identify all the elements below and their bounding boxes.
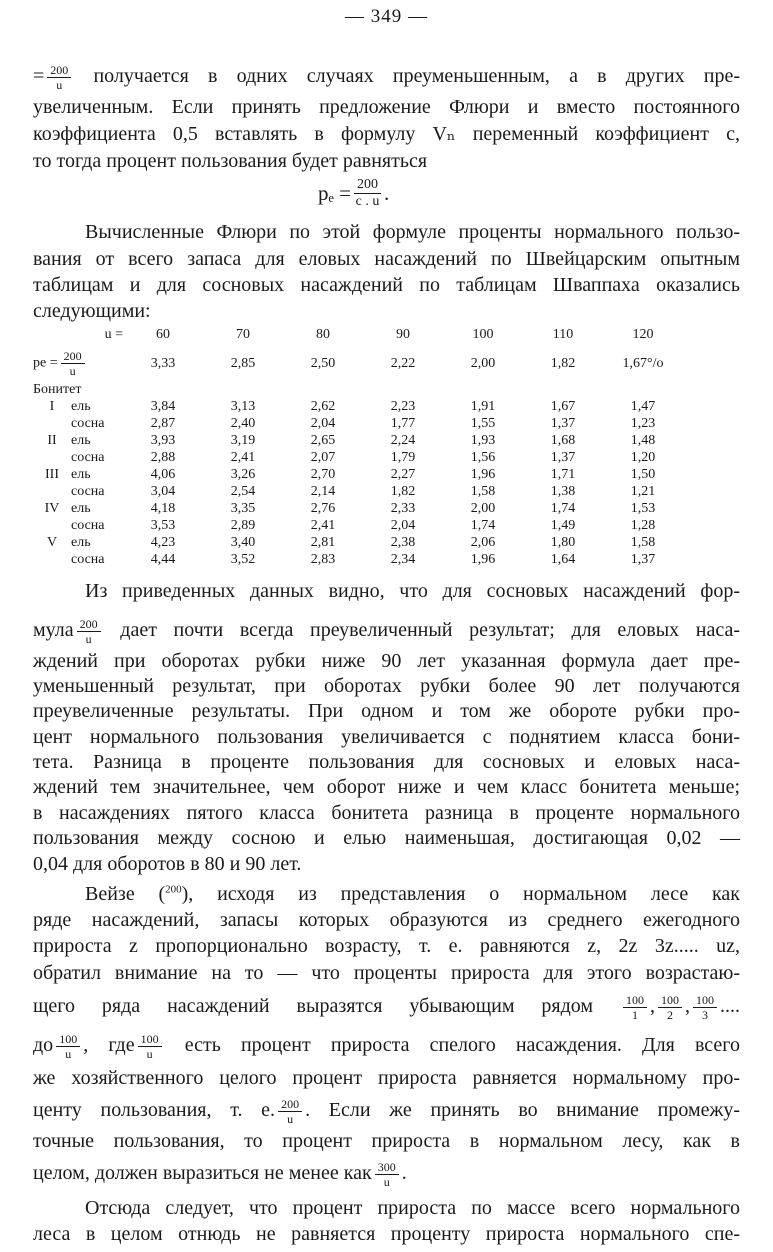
table-body bbox=[33, 398, 683, 568]
para4-line8-start: центу пользования, т. е. bbox=[33, 1099, 276, 1121]
bonitet-class bbox=[33, 551, 71, 568]
table-cell: 2,14 bbox=[310, 484, 336, 499]
separator: , bbox=[685, 995, 690, 1017]
fraction-numerator: 100 bbox=[693, 994, 717, 1008]
table-cell: 2,24 bbox=[390, 433, 416, 448]
para1-line3: коэффициента 0,5 вставлять в формулу Vₙ переменный коэффициент с, bbox=[33, 123, 740, 145]
fraction-denominator: u bbox=[56, 77, 63, 92]
table-cell: 2,27 bbox=[390, 467, 416, 482]
fraction-numerator: 200 bbox=[354, 178, 381, 194]
footnote-ref: 200 bbox=[165, 883, 182, 896]
table-cell: 1,37 bbox=[550, 450, 576, 465]
para4-line9: точные пользования, то процент прироста в нормальном лесу, как в bbox=[33, 1130, 740, 1152]
para3-line11: 0,04 для оборотов в 80 и 90 лет. bbox=[33, 853, 302, 875]
species-label: ель bbox=[71, 399, 91, 414]
fraction-300-u bbox=[375, 1161, 399, 1188]
fraction-numerator: 300 bbox=[375, 1161, 399, 1175]
table-cell: 1,79 bbox=[390, 450, 416, 465]
para1-line1 bbox=[33, 62, 740, 92]
table-cell: 3,26 bbox=[230, 467, 256, 482]
table-cell: 1,80 bbox=[550, 535, 576, 550]
table-row bbox=[33, 415, 683, 432]
column-header: 110 bbox=[552, 326, 574, 342]
table-cell: 1,37 bbox=[630, 552, 656, 567]
table-cell: 1,58 bbox=[470, 484, 496, 499]
para3-line10: пользования между сосною и елью наименьшая, достигающая 0,02 — bbox=[33, 827, 740, 849]
column-header: 80 bbox=[316, 326, 330, 342]
table-cell: 1,82 bbox=[550, 355, 576, 371]
species-label: ель bbox=[71, 433, 91, 448]
table-cell: 2,83 bbox=[310, 552, 336, 567]
para1-line4: то тогда процент пользования будет равняться bbox=[33, 150, 428, 172]
fraction-numerator: 200 bbox=[77, 618, 101, 632]
table-row bbox=[33, 466, 683, 483]
table-cell: 3,93 bbox=[150, 433, 176, 448]
species-label: ель bbox=[71, 535, 91, 550]
para3-line3: ждений при оборотах рубки ниже 90 лет указанная формула дает пре- bbox=[33, 650, 740, 672]
table-cell: 2,50 bbox=[310, 355, 336, 371]
para4-line1-start: Вейзе ( bbox=[85, 883, 166, 905]
fraction-denominator: u bbox=[69, 363, 76, 378]
table-cell: 1,96 bbox=[470, 552, 496, 567]
fraction-denominator: u bbox=[65, 1046, 72, 1061]
table-cell: 1,67 bbox=[550, 399, 576, 414]
para4-line5 bbox=[33, 992, 740, 1022]
bonitet-label-row bbox=[33, 381, 683, 398]
bonitet-class: I bbox=[49, 399, 55, 414]
formula-lhs: pₑ = bbox=[318, 181, 351, 205]
para4-line5-text: щего ряда насаждений выразятся убывающим рядом bbox=[33, 995, 594, 1017]
bonitet-class: IV bbox=[44, 501, 60, 516]
fraction-numerator: 200 bbox=[47, 64, 71, 78]
bonitet-class: II bbox=[47, 433, 57, 448]
table-cell: 4,44 bbox=[150, 552, 176, 567]
table-row bbox=[33, 534, 683, 551]
table-cell: 2,70 bbox=[310, 467, 336, 482]
table-cell: 2,34 bbox=[390, 552, 416, 567]
table-cell: 2,87 bbox=[150, 416, 176, 431]
para3-line8: ждений тем значительнее, чем оборот ниже и чем класс бонитета меньше; bbox=[33, 776, 740, 798]
para3-line2 bbox=[33, 616, 740, 646]
table-row bbox=[33, 551, 683, 568]
species-label: сосна bbox=[71, 416, 105, 431]
table-cell: 2,04 bbox=[310, 416, 336, 431]
para4-line8-end: . Если же принять во внимание промежу- bbox=[305, 1099, 740, 1121]
para4-line6-start: до bbox=[33, 1034, 54, 1056]
pe-label-cell bbox=[33, 345, 123, 381]
para4-line4: обратил внимание на то — что проценты прироста для этого возрастаю- bbox=[33, 962, 740, 984]
table-cell: 2,62 bbox=[310, 399, 336, 414]
table-cell: 1,74 bbox=[470, 518, 496, 533]
para3-line1: Из приведенных данных видно, что для сосновых насаждений фор- bbox=[85, 580, 740, 602]
para4-line8 bbox=[33, 1096, 740, 1126]
table-row bbox=[33, 483, 683, 500]
table-cell: 2,38 bbox=[390, 535, 416, 550]
para3-line2-start: мула bbox=[33, 619, 74, 641]
para3-line7: тета. Разница в проценте пользования для сосновых и еловых наса- bbox=[33, 751, 740, 773]
fraction-numerator: 200 bbox=[278, 1098, 302, 1112]
table-cell: 3,04 bbox=[150, 484, 176, 499]
table-cell: 1,20 bbox=[630, 450, 656, 465]
table-cell: 3,53 bbox=[150, 518, 176, 533]
table-cell: 3,35 bbox=[230, 501, 256, 516]
table-cell: 3,33 bbox=[150, 355, 176, 371]
column-header: 100 bbox=[472, 326, 494, 342]
table-cell: 2,76 bbox=[310, 501, 336, 516]
table-cell: 1,53 bbox=[630, 501, 656, 516]
species-label: сосна bbox=[71, 450, 105, 465]
table-cell: 1,37 bbox=[550, 416, 576, 431]
table-cell: 1,91 bbox=[470, 399, 496, 414]
fraction-denominator: 2 bbox=[667, 1007, 673, 1022]
para2-line3: таблицам и для сосновых насаждений по таблицам Шваппаха оказались bbox=[33, 274, 740, 296]
separator: , bbox=[650, 995, 655, 1017]
table-cell: 3,13 bbox=[230, 399, 256, 414]
table-cell: 2,41 bbox=[230, 450, 256, 465]
column-header: 70 bbox=[236, 326, 250, 342]
table-cell: 1,55 bbox=[470, 416, 496, 431]
separator: .... bbox=[720, 995, 740, 1017]
para1-line1-text: получается в одних случаях преуменьшенным, а в других пре- bbox=[93, 65, 740, 87]
table-cell: 1,82 bbox=[390, 484, 416, 499]
table-cell: 2,06 bbox=[470, 535, 496, 550]
table-row bbox=[33, 398, 683, 415]
table-cell: 3,19 bbox=[230, 433, 256, 448]
table-cell: 2,23 bbox=[390, 399, 416, 414]
table-cell: 1,48 bbox=[630, 433, 656, 448]
para4-line10 bbox=[33, 1159, 740, 1189]
fraction-numerator: 100 bbox=[56, 1033, 80, 1047]
percent-table bbox=[33, 323, 683, 568]
para4-line3: прироста z пропорционально возрасту, т. е. равняются z, 2z 3z..... uz, bbox=[33, 935, 740, 957]
para3-line6: цент нормального пользования увеличивается с поднятием класса бони- bbox=[33, 726, 740, 748]
fraction-200-u bbox=[278, 1098, 302, 1125]
para2-line1: Вычисленные Флюри по этой формуле проценты нормального пользо- bbox=[85, 221, 740, 243]
table-cell: 1,50 bbox=[630, 467, 656, 482]
table-cell: 1,56 bbox=[470, 450, 496, 465]
table-row bbox=[33, 432, 683, 449]
table-cell: 2,65 bbox=[310, 433, 336, 448]
table-cell: 2,88 bbox=[150, 450, 176, 465]
table-cell: 1,71 bbox=[550, 467, 576, 482]
fraction-numerator: 100 bbox=[623, 994, 647, 1008]
fraction-100-3 bbox=[693, 994, 717, 1021]
fraction-100-2 bbox=[658, 994, 682, 1021]
para4-line7: же хозяйственного целого процент прироста равняется нормальному про- bbox=[33, 1067, 740, 1089]
para5-line1: Отсюда следует, что процент прироста по массе всего нормального bbox=[85, 1197, 740, 1219]
para3-line5: преувеличенные результаты. При одном и том же обороте рубки про- bbox=[33, 700, 740, 722]
bonitet-class: III bbox=[45, 467, 59, 482]
para2-line4: следующими: bbox=[33, 300, 151, 322]
table-cell: 2,40 bbox=[230, 416, 256, 431]
table-cell: 1,58 bbox=[630, 535, 656, 550]
table-row bbox=[33, 517, 683, 534]
equals-sign: = bbox=[33, 65, 45, 87]
table-cell: 1,93 bbox=[470, 433, 496, 448]
para4-line6-end: есть процент прироста спелого насаждения. Для всего bbox=[184, 1034, 741, 1056]
table-cell: 2,41 bbox=[310, 518, 336, 533]
table-cell: 2,85 bbox=[230, 355, 256, 371]
table-header-row bbox=[33, 323, 683, 345]
bonitet-label: Бонитет bbox=[33, 382, 82, 397]
table-cell: 1,21 bbox=[630, 484, 656, 499]
fraction-denominator: c . u bbox=[355, 194, 380, 209]
para4-line1 bbox=[85, 881, 740, 907]
para3-line9: в насаждениях пятого класса бонитета разница в проценте нормального bbox=[33, 802, 740, 824]
column-header: 90 bbox=[396, 326, 410, 342]
fraction-numerator: 100 bbox=[138, 1033, 162, 1047]
para4-line6-mid: , где bbox=[83, 1034, 135, 1056]
table-cell: 2,54 bbox=[230, 484, 256, 499]
bonitet-class bbox=[33, 449, 71, 466]
table-cell: 1,96 bbox=[470, 467, 496, 482]
fraction-denominator: u bbox=[383, 1174, 390, 1189]
para4-line2: ряде насаждений, запасы которых образуются из среднего ежегодного bbox=[33, 909, 740, 931]
fraction-100-1 bbox=[623, 994, 647, 1021]
fraction-denominator: 1 bbox=[632, 1007, 638, 1022]
table-cell: 1,67°/о bbox=[622, 355, 664, 371]
para4-line1-end: ), исходя из представления о нормальном лесе как bbox=[181, 883, 740, 905]
fraction-200-u bbox=[47, 64, 71, 91]
species-label: ель bbox=[71, 467, 91, 482]
species-label: сосна bbox=[71, 484, 105, 499]
table-cell: 4,18 bbox=[150, 501, 176, 516]
pe-label: pe = bbox=[33, 355, 58, 371]
bonitet-class bbox=[33, 415, 71, 432]
table-cell: 3,40 bbox=[230, 535, 256, 550]
table-cell: 1,38 bbox=[550, 484, 576, 499]
formula-fraction bbox=[354, 178, 381, 209]
table-cell: 1,49 bbox=[550, 518, 576, 533]
para5-line2: леса в целом отнюдь не равняется проценту прироста нормального спе- bbox=[33, 1223, 740, 1245]
fraction-numerator: 100 bbox=[658, 994, 682, 1008]
fraction-denominator: u bbox=[287, 1111, 294, 1126]
table-row bbox=[33, 500, 683, 517]
para4-line10-start: целом, должен выразиться не менее как bbox=[33, 1162, 372, 1184]
species-label: сосна bbox=[71, 552, 105, 567]
table-cell: 1,68 bbox=[550, 433, 576, 448]
table-cell: 1,47 bbox=[630, 399, 656, 414]
fraction-denominator: u bbox=[146, 1046, 153, 1061]
column-header: 60 bbox=[156, 326, 170, 342]
table-cell: 1,64 bbox=[550, 552, 576, 567]
table-pe-row bbox=[33, 345, 683, 381]
table-cell: 2,00 bbox=[470, 501, 496, 516]
pe-fraction bbox=[61, 350, 85, 377]
table-cell: 2,04 bbox=[390, 518, 416, 533]
table-cell: 1,23 bbox=[630, 416, 656, 431]
species-label: ель bbox=[71, 501, 91, 516]
table-cell: 1,74 bbox=[550, 501, 576, 516]
table-cell: 2,33 bbox=[390, 501, 416, 516]
bonitet-class bbox=[33, 483, 71, 500]
fraction-denominator: u bbox=[85, 631, 92, 646]
table-cell: 2,07 bbox=[310, 450, 336, 465]
table-cell: 2,81 bbox=[310, 535, 336, 550]
fraction-denominator: 3 bbox=[702, 1007, 708, 1022]
table-row bbox=[33, 449, 683, 466]
fraction-100-u bbox=[56, 1033, 80, 1060]
para3-line2-end: дает почти всегда преувеличенный результат; для еловых наса- bbox=[120, 619, 740, 641]
table-cell: 1,77 bbox=[390, 416, 416, 431]
fraction-numerator: 200 bbox=[61, 350, 85, 364]
table-cell: 1,28 bbox=[630, 518, 656, 533]
para4-line6 bbox=[33, 1031, 741, 1061]
page-number: — 349 — bbox=[345, 6, 428, 27]
table-cell: 2,00 bbox=[470, 355, 496, 371]
formula-pe bbox=[318, 178, 389, 209]
fraction-100-u bbox=[138, 1033, 162, 1060]
fraction-200-u bbox=[77, 618, 101, 645]
table-cell: 2,89 bbox=[230, 518, 256, 533]
bonitet-class bbox=[33, 517, 71, 534]
formula-tail: . bbox=[383, 181, 390, 205]
bonitet-class: V bbox=[46, 535, 58, 550]
table-cell: 2,22 bbox=[390, 355, 416, 371]
table-cell: 3,84 bbox=[150, 399, 176, 414]
para2-line2: вания от всего запаса для еловых насаждений по Швейцарским опытным bbox=[33, 248, 740, 270]
u-label: u = bbox=[104, 326, 123, 342]
species-label: сосна bbox=[71, 518, 105, 533]
column-header: 120 bbox=[632, 326, 654, 342]
para4-line10-end: . bbox=[401, 1162, 407, 1184]
para3-line4: уменьшенный результат, при оборотах рубки более 90 лет получаются bbox=[33, 675, 740, 697]
para1-line2: увеличенным. Если принять предложение Флюри и вместо постоянного bbox=[33, 96, 740, 118]
table-cell: 4,06 bbox=[150, 467, 176, 482]
table-cell: 3,52 bbox=[230, 552, 256, 567]
table-cell: 4,23 bbox=[150, 535, 176, 550]
